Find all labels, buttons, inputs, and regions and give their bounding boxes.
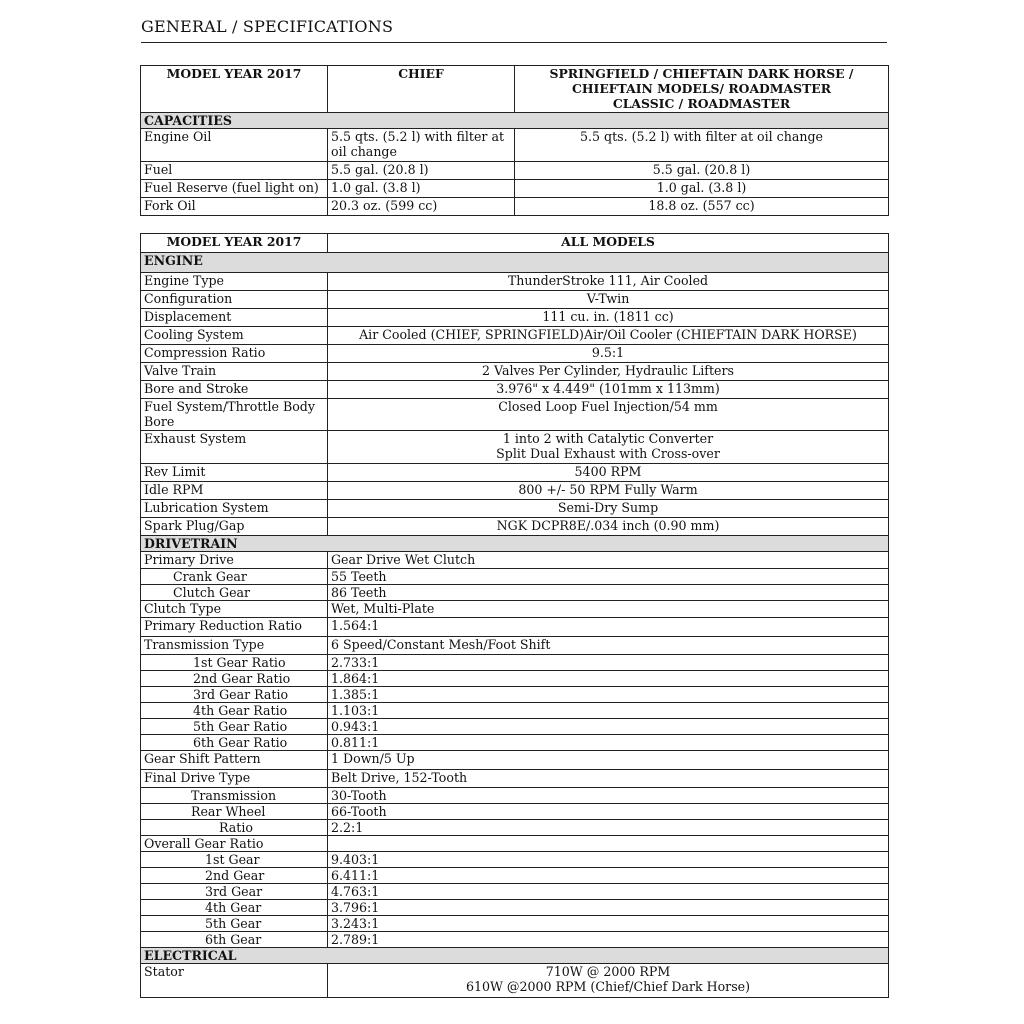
table-row: [141, 327, 889, 345]
row-value: 1.103:1: [328, 703, 889, 719]
row-value-chief: 1.0 gal. (3.8 l): [328, 180, 515, 198]
table-row: [141, 788, 889, 804]
row-label: 2nd Gear: [141, 868, 328, 884]
row-value: [328, 431, 889, 464]
row-label: 1st Gear: [141, 852, 328, 868]
table-row: [141, 735, 889, 751]
title-divider: [141, 42, 887, 43]
row-value: 1.385:1: [328, 687, 889, 703]
table-row: [141, 804, 889, 820]
row-label: 3rd Gear: [141, 884, 328, 900]
row-label: Ratio: [141, 820, 328, 836]
row-label: Compression Ratio: [141, 345, 328, 363]
row-value: 0.943:1: [328, 719, 889, 735]
section-capacities: CAPACITIES: [141, 113, 889, 129]
table-header-row: [141, 234, 889, 253]
specifications-table: [140, 233, 889, 998]
table-row: [141, 932, 889, 948]
section-row: [141, 948, 889, 964]
row-value-line: 610W @2000 RPM (Chief/Chief Dark Horse): [465, 979, 751, 994]
section-engine: ENGINE: [141, 253, 889, 273]
row-value: 800 +/- 50 RPM Fully Warm: [328, 482, 889, 500]
row-label: Engine Type: [141, 273, 328, 291]
row-value: 6.411:1: [328, 868, 889, 884]
table-row: [141, 884, 889, 900]
row-label: Fuel Reserve (fuel light on): [141, 180, 328, 198]
row-value: 3.243:1: [328, 916, 889, 932]
row-label: Clutch Type: [141, 601, 328, 618]
table-row: [141, 162, 889, 180]
section-row: [141, 536, 889, 552]
table-row: [141, 180, 889, 198]
table-row: [141, 273, 889, 291]
row-label: Lubrication System: [141, 500, 328, 518]
header-model-year: MODEL YEAR 2017: [141, 66, 328, 113]
table-row: [141, 703, 889, 719]
table-row: [141, 381, 889, 399]
row-value: 86 Teeth: [328, 585, 889, 601]
row-label: 5th Gear Ratio: [141, 719, 328, 735]
table-row: [141, 868, 889, 884]
row-value: 2 Valves Per Cylinder, Hydraulic Lifters: [328, 363, 889, 381]
section-electrical: ELECTRICAL: [141, 948, 889, 964]
table-row: [141, 500, 889, 518]
row-label: Gear Shift Pattern: [141, 751, 328, 770]
row-value: 66-Tooth: [328, 804, 889, 820]
row-label: Primary Drive: [141, 552, 328, 569]
table-row: [141, 198, 889, 216]
row-value: 0.811:1: [328, 735, 889, 751]
row-value-line: 710W @ 2000 RPM: [545, 964, 671, 979]
row-label: Valve Train: [141, 363, 328, 381]
row-value: ThunderStroke 111, Air Cooled: [328, 273, 889, 291]
row-value: 5400 RPM: [328, 464, 889, 482]
table-row: [141, 820, 889, 836]
section-drivetrain: DRIVETRAIN: [141, 536, 889, 552]
table-row: [141, 552, 889, 569]
row-label: Crank Gear: [141, 569, 328, 585]
row-label: Overall Gear Ratio: [141, 836, 328, 852]
table-row: [141, 916, 889, 932]
row-label: Fuel: [141, 162, 328, 180]
row-label: Transmission Type: [141, 637, 328, 655]
row-value: 9.5:1: [328, 345, 889, 363]
row-value: 4.763:1: [328, 884, 889, 900]
row-label: Fork Oil: [141, 198, 328, 216]
table-row: [141, 687, 889, 703]
row-label: Rev Limit: [141, 464, 328, 482]
row-value: 2.2:1: [328, 820, 889, 836]
row-value-others: 5.5 gal. (20.8 l): [515, 162, 889, 180]
table-row: [141, 431, 889, 464]
table-row: [141, 363, 889, 381]
header-other-models: SPRINGFIELD / CHIEFTAIN DARK HORSE / CHIEFTAIN MODELS/ ROADMASTER CLASSIC / ROADMASTER: [515, 66, 889, 113]
row-value-others: 1.0 gal. (3.8 l): [515, 180, 889, 198]
row-value: 111 cu. in. (1811 cc): [328, 309, 889, 327]
table-row: [141, 671, 889, 687]
row-value: [328, 836, 889, 852]
row-value-chief: 5.5 gal. (20.8 l): [328, 162, 515, 180]
row-label: Rear Wheel: [141, 804, 328, 820]
page-title: GENERAL / SPECIFICATIONS: [141, 17, 394, 36]
table-row: [141, 770, 889, 788]
row-value: 6 Speed/Constant Mesh/Foot Shift: [328, 637, 889, 655]
row-value: 1.564:1: [328, 618, 889, 637]
row-value: 3.796:1: [328, 900, 889, 916]
table-row: [141, 964, 889, 998]
row-value: Closed Loop Fuel Injection/54 mm: [328, 399, 889, 431]
row-label: Primary Reduction Ratio: [141, 618, 328, 637]
row-value: Wet, Multi-Plate: [328, 601, 889, 618]
table-row: [141, 852, 889, 868]
table-row: [141, 399, 889, 431]
row-label: 4th Gear Ratio: [141, 703, 328, 719]
drivetrain-rows: [141, 552, 889, 948]
table-row: [141, 637, 889, 655]
table-row: [141, 751, 889, 770]
row-label: Final Drive Type: [141, 770, 328, 788]
row-value: Air Cooled (CHIEF, SPRINGFIELD)Air/Oil Cooler (CHIEFTAIN DARK HORSE): [328, 327, 889, 345]
table-row: [141, 655, 889, 671]
table-row: [141, 618, 889, 637]
table-row: [141, 309, 889, 327]
table-row: [141, 836, 889, 852]
row-value-chief: 20.3 oz. (599 cc): [328, 198, 515, 216]
table-row: [141, 129, 889, 162]
row-label: Exhaust System: [141, 431, 328, 464]
row-label: Spark Plug/Gap: [141, 518, 328, 536]
row-label: Configuration: [141, 291, 328, 309]
row-label: Idle RPM: [141, 482, 328, 500]
row-value-chief: 5.5 qts. (5.2 l) with filter at oil change: [328, 129, 515, 162]
row-value: Semi-Dry Sump: [328, 500, 889, 518]
table-row: [141, 585, 889, 601]
table-row: [141, 900, 889, 916]
row-label: Transmission: [141, 788, 328, 804]
section-row: [141, 253, 889, 273]
table-row: [141, 518, 889, 536]
row-value: Gear Drive Wet Clutch: [328, 552, 889, 569]
row-label: Clutch Gear: [141, 585, 328, 601]
header-all-models: ALL MODELS: [328, 234, 889, 253]
row-value-line: Split Dual Exhaust with Cross-over: [496, 446, 720, 461]
row-label: Cooling System: [141, 327, 328, 345]
row-value: NGK DCPR8E/.034 inch (0.90 mm): [328, 518, 889, 536]
row-value-line: 1 into 2 with Catalytic Converter: [502, 431, 714, 446]
table-row: [141, 719, 889, 735]
table-row: [141, 601, 889, 618]
row-value: 9.403:1: [328, 852, 889, 868]
row-label: 2nd Gear Ratio: [141, 671, 328, 687]
table-row: [141, 569, 889, 585]
row-value: 2.733:1: [328, 655, 889, 671]
engine-rows: [141, 273, 889, 536]
section-row: [141, 113, 889, 129]
row-value-others: 5.5 qts. (5.2 l) with filter at oil change: [515, 129, 889, 162]
row-value: [328, 964, 889, 998]
row-value: 2.789:1: [328, 932, 889, 948]
row-label: 6th Gear: [141, 932, 328, 948]
row-label: Stator: [141, 964, 328, 998]
row-label: 3rd Gear Ratio: [141, 687, 328, 703]
row-label: 4th Gear: [141, 900, 328, 916]
table-row: [141, 291, 889, 309]
table-row: [141, 482, 889, 500]
table-header-row: [141, 66, 889, 113]
row-value: 1.864:1: [328, 671, 889, 687]
row-value: Belt Drive, 152-Tooth: [328, 770, 889, 788]
row-value: 30-Tooth: [328, 788, 889, 804]
header-model-year: MODEL YEAR 2017: [141, 234, 328, 253]
row-value: 55 Teeth: [328, 569, 889, 585]
capacities-table: [140, 65, 889, 216]
row-value: 3.976" x 4.449" (101mm x 113mm): [328, 381, 889, 399]
header-chief: CHIEF: [328, 66, 515, 113]
row-label: Displacement: [141, 309, 328, 327]
row-label: 6th Gear Ratio: [141, 735, 328, 751]
table-row: [141, 345, 889, 363]
row-label: 1st Gear Ratio: [141, 655, 328, 671]
row-value: V-Twin: [328, 291, 889, 309]
row-label: 5th Gear: [141, 916, 328, 932]
row-label: Engine Oil: [141, 129, 328, 162]
row-value: 1 Down/5 Up: [328, 751, 889, 770]
table-row: [141, 464, 889, 482]
row-value-others: 18.8 oz. (557 cc): [515, 198, 889, 216]
row-label: Bore and Stroke: [141, 381, 328, 399]
row-label: Fuel System/Throttle Body Bore: [141, 399, 328, 431]
